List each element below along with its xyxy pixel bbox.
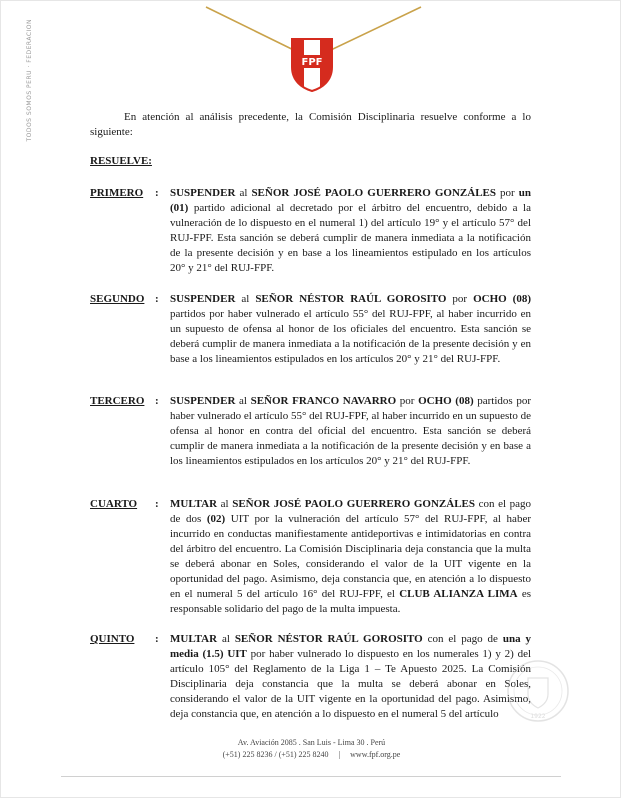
sanction-amount: un (01) xyxy=(170,187,531,214)
section-body: SUSPENDER al SEÑOR JOSÉ PAOLO GUERRERO GONZÁLES por un (01) partido adicional al decretado por el árbitro del encuentro, debido a la vulneración de lo dispuesto en el numeral 1) del artículo 19° y el artículo 57° del RUJ-FPF. Esta sanción se deberá cumplir de manera inmediata a la notificación de la presente decisión y en base a los lineamientos estipulado en los artículos 20° y 21° del RUJ-FPF. xyxy=(170,187,531,274)
sanction-amount: OCHO (08) xyxy=(473,293,531,305)
section-colon: : xyxy=(155,498,159,510)
footer-address: Av. Aviación 2085 . San Luis - Lima 30 . Perú xyxy=(237,738,386,747)
sanction-amount: OCHO (08) xyxy=(418,395,474,407)
fpf-shield-logo xyxy=(290,37,334,93)
section-label: PRIMERO xyxy=(90,187,144,199)
footer-phones: (+51) 225 8236 / (+51) 225 8240 xyxy=(222,750,329,759)
club-name: CLUB ALIANZA LIMA xyxy=(399,588,518,600)
person-name: SEÑOR JOSÉ PAOLO GUERRERO GONZÁLES xyxy=(251,187,496,199)
section-label: QUINTO xyxy=(90,633,135,645)
action-verb: SUSPENDER xyxy=(170,293,236,305)
action-verb: MULTAR xyxy=(170,498,218,510)
sanction-amount: (02) xyxy=(206,513,226,525)
section-body: SUSPENDER al SEÑOR FRANCO NAVARRO por OCHO (08) partidos por haber vulnerado el artículo 55° del RUJ-FPF, al haber incurrido en un supuesto de ofensa al honor en contra del oficial del encuentro. Esta sanción se deberá cumplir de manera inmediata a la notificación de la presente decisión y en base a los lineamientos estipulados en los artículos 20° y 21° del RUJ-FPF. xyxy=(170,395,531,467)
person-name: SEÑOR NÉSTOR RAÚL GOROSITO xyxy=(255,293,447,305)
bottom-divider xyxy=(61,776,561,777)
section-body: MULTAR al SEÑOR NÉSTOR RAÚL GOROSITO con el pago de una y media (1.5) UIT por haber vulnerado lo dispuesto en los numerales 1) y 2) del artículo 105° del Reglamento de la Liga 1 – Te Apuesto 2025. La Comisión Disciplinaria deja constancia que la multa se deberá abonar en Soles, considerando el valor de la UIT vigente en la oportunidad del pago. Asimismo, deja constancia que, en atención a lo dispuesto en el numeral 5 del artículo xyxy=(170,633,532,720)
seal-watermark xyxy=(506,656,570,726)
section-colon: : xyxy=(155,187,159,199)
logo-lettering: FPF xyxy=(301,57,323,68)
person-name: SEÑOR FRANCO NAVARRO xyxy=(250,395,397,407)
section-colon: : xyxy=(155,395,159,407)
side-vertical-text: TODOS SOMOS PERÚ · FEDERACIÓN xyxy=(26,19,33,142)
section-body: MULTAR al SEÑOR JOSÉ PAOLO GUERRERO GONZÁLES con el pago de dos (02) UIT por la vulneración del artículo 57° del RUJ-FPF, al haber incurrido en conductas manifiestamente antideportivas e intimidatorias en contra del árbitro del encuentro. La Comisión Disciplinaria deja constancia que la multa se deberá abonar en Soles, considerando el valor de la UIT vigente en la oportunidad del pago. Asimismo, deja constancia que, en atención a lo dispuesto en el numeral 5 del artículo 16° del RUJ-FPF, el CLUB ALIANZA LIMA es responsable solidario del pago de la multa impuesta. xyxy=(170,498,531,615)
person-name: SEÑOR JOSÉ PAOLO GUERRERO GONZÁLES xyxy=(232,498,475,510)
section-colon: : xyxy=(155,293,159,305)
intro-paragraph: En atención al análisis precedente, la Comisión Disciplinaria resuelve conforme a lo siguiente: xyxy=(90,111,531,138)
footer-contact xyxy=(1,750,621,759)
seal-year: 1922 xyxy=(530,713,546,720)
section-label: SEGUNDO xyxy=(90,293,145,305)
sanction-amount: una y media (1.5) UIT xyxy=(170,633,531,660)
action-verb: MULTAR xyxy=(170,633,218,645)
action-verb: SUSPENDER xyxy=(170,395,236,407)
section-label: TERCERO xyxy=(90,395,145,407)
section-label: CUARTO xyxy=(90,498,138,510)
footer-website[interactable]: www.fpf.org.pe xyxy=(350,750,401,759)
resuelve-heading: RESUELVE: xyxy=(90,155,152,167)
action-verb: SUSPENDER xyxy=(170,187,236,199)
person-name: SEÑOR NÉSTOR RAÚL GOROSITO xyxy=(234,633,423,645)
section-colon: : xyxy=(155,633,159,645)
section-body: SUSPENDER al SEÑOR NÉSTOR RAÚL GOROSITO por OCHO (08) partidos por haber vulnerado el artículo 55° del RUJ-FPF, al haber incurrido en un supuesto de ofensa al honor de los oficiales del encuentro. Esta sanción se deberá cumplir de manera inmediata a la notificación de la presente decisión y en base a los lineamientos estipulados en los artículos 20° y 21° del RUJ-FPF. xyxy=(170,293,531,365)
footer-divider: | xyxy=(338,750,341,759)
